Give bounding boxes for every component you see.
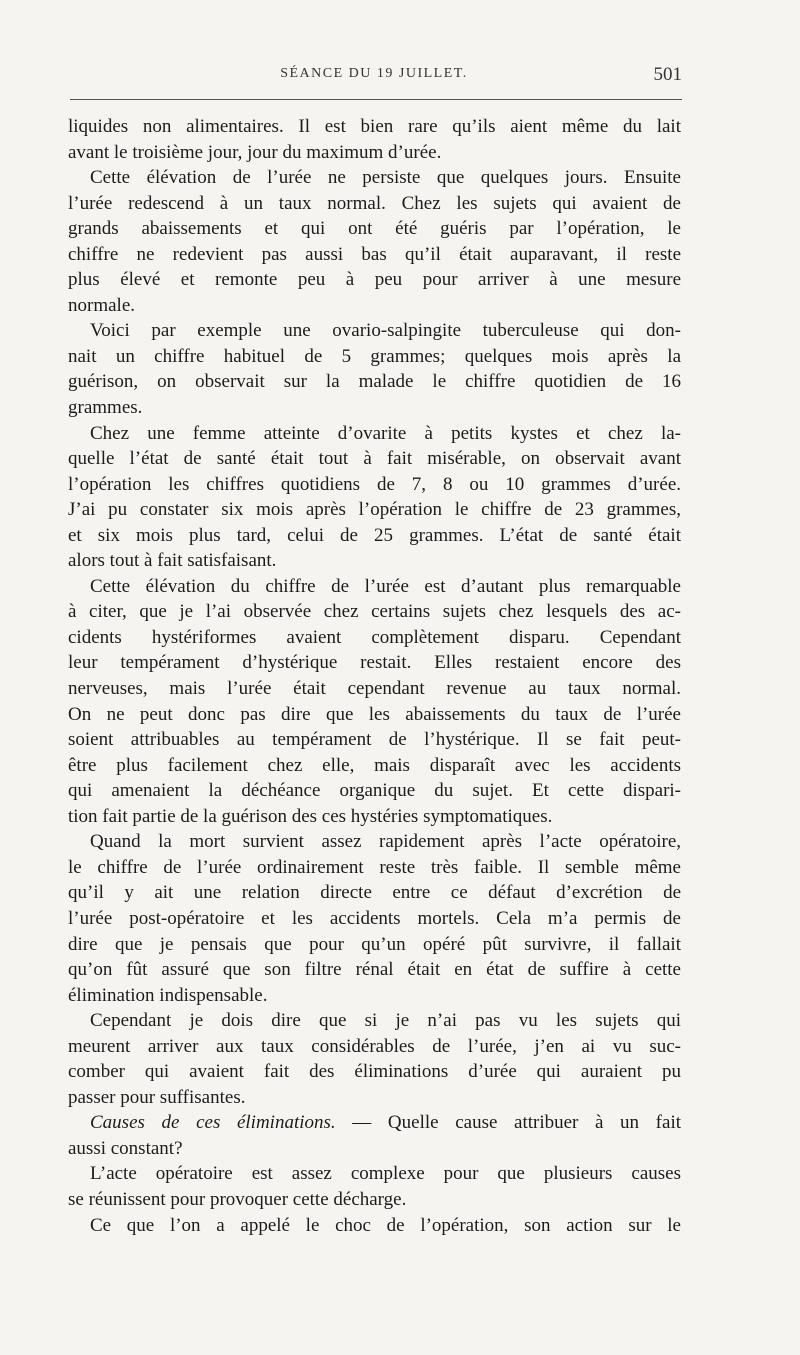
line-text: chiffre ne redevient pas aussi bas qu’il était auparavant, il reste bbox=[68, 243, 681, 265]
text-line bbox=[68, 1187, 681, 1213]
line-text: l’urée post-opératoire et les accidents mortels. Cela m’a permis de bbox=[68, 907, 681, 929]
text-line bbox=[68, 191, 681, 217]
text-line bbox=[68, 114, 681, 140]
text-line bbox=[68, 318, 681, 344]
line-text: Ce que l’on a appelé le choc de l’opération, son action sur le bbox=[90, 1214, 681, 1236]
line-text: plus élevé et remonte peu à peu pour arriver à une mesure bbox=[68, 269, 681, 291]
text-line bbox=[68, 932, 681, 958]
text-line bbox=[68, 1136, 681, 1162]
line-text: à citer, que je l’ai observée chez certains sujets chez lesquels des ac- bbox=[68, 601, 681, 623]
text-line bbox=[68, 1213, 681, 1239]
text-line bbox=[68, 446, 681, 472]
text-line bbox=[68, 855, 681, 881]
text-line bbox=[68, 727, 681, 753]
line-text: Cette élévation de l’urée ne persiste que quelques jours. Ensuite bbox=[90, 167, 681, 189]
line-text: On ne peut donc pas dire que les abaissements du taux de l’urée bbox=[68, 703, 681, 725]
line-text: Cette élévation du chiffre de l’urée est d’autant plus remarquable bbox=[90, 575, 681, 597]
text-line bbox=[68, 804, 681, 830]
text-line bbox=[68, 906, 681, 932]
line-text: liquides non alimentaires. Il est bien rare qu’ils aient même du lait bbox=[68, 116, 681, 137]
text-line bbox=[68, 165, 681, 191]
running-title: SÉANCE DU 19 JUILLET. bbox=[280, 66, 468, 81]
line-text: se réunissent pour provoquer cette décharge. bbox=[68, 1188, 407, 1210]
line-text: dire que je pensais que pour qu’un opéré pût survivre, il fallait bbox=[68, 933, 681, 955]
line-text: leur tempérament d’hystérique restait. Elles restaient encore des bbox=[68, 652, 681, 674]
text-line bbox=[68, 1059, 681, 1085]
line-text: être plus facilement chez elle, mais disparaît avec les accidents bbox=[68, 754, 681, 776]
running-head bbox=[66, 66, 682, 90]
text-line bbox=[68, 625, 681, 651]
line-text: quelle l’état de santé était tout à fait misérable, on observait avant bbox=[68, 448, 681, 470]
line-text: qui amenaient la déchéance organique du sujet. Et cette dispari- bbox=[68, 780, 681, 802]
line-text: passer pour suffisantes. bbox=[68, 1086, 246, 1108]
page-number: 501 bbox=[653, 64, 682, 85]
line-text: avant le troisième jour, jour du maximum d’urée. bbox=[68, 141, 442, 163]
text-line bbox=[68, 369, 681, 395]
line-text: normale. bbox=[68, 294, 136, 316]
text-line bbox=[68, 1034, 681, 1060]
text-line bbox=[68, 1161, 681, 1187]
header-rule bbox=[70, 99, 682, 100]
line-text: et six mois plus tard, celui de 25 grammes. L’état de santé était bbox=[68, 524, 681, 546]
text-line bbox=[68, 1110, 681, 1136]
line-text: L’acte opératoire est assez complexe pour que plusieurs causes bbox=[90, 1163, 681, 1185]
body-text bbox=[68, 114, 681, 1238]
text-line bbox=[68, 293, 681, 319]
line-text: J’ai pu constater six mois après l’opération le chiffre de 23 grammes, bbox=[68, 499, 681, 521]
text-line bbox=[68, 1085, 681, 1111]
line-text: guérison, on observait sur la malade le chiffre quotidien de 16 bbox=[68, 371, 681, 393]
text-line bbox=[68, 421, 681, 447]
text-line bbox=[68, 472, 681, 498]
line-text: Voici par exemple une ovario-salpingite tuberculeuse qui don- bbox=[90, 320, 681, 342]
text-line bbox=[68, 242, 681, 268]
text-line bbox=[68, 829, 681, 855]
line-text: nerveuses, mais l’urée était cependant revenue au taux normal. bbox=[68, 678, 681, 700]
line-text: l’urée redescend à un taux normal. Chez les sujets qui avaient de bbox=[68, 192, 681, 214]
text-line bbox=[68, 497, 681, 523]
text-line bbox=[68, 574, 681, 600]
line-text: Quand la mort survient assez rapidement après l’acte opératoire, bbox=[90, 831, 681, 853]
line-text: tion fait partie de la guérison des ces hystéries symptomatiques. bbox=[68, 805, 553, 827]
text-line bbox=[68, 983, 681, 1009]
line-text: qu’il y ait une relation directe entre ce défaut d’excrétion de bbox=[68, 882, 681, 904]
line-text: élimination indispensable. bbox=[68, 984, 268, 1006]
line-text: comber qui avaient fait des éliminations d’urée qui auraient pu bbox=[68, 1061, 681, 1083]
line-text: alors tout à fait satisfaisant. bbox=[68, 550, 277, 572]
text-line bbox=[68, 523, 681, 549]
line-text: cidents hystériformes avaient complètement disparu. Cependant bbox=[68, 626, 681, 648]
line-text: grammes. bbox=[68, 397, 143, 419]
text-line bbox=[68, 702, 681, 728]
text-line bbox=[68, 344, 681, 370]
section-heading: Causes de ces éliminations. bbox=[90, 1112, 336, 1134]
line-text: grands abaissements et qui ont été guéris par l’opération, le bbox=[68, 218, 681, 240]
line-text: le chiffre de l’urée ordinairement reste très faible. Il semble même bbox=[68, 856, 681, 878]
line-text: — Quelle cause attribuer à un fait bbox=[335, 1112, 682, 1134]
line-text: nait un chiffre habituel de 5 grammes; quelques mois après la bbox=[68, 345, 681, 367]
text-line bbox=[68, 267, 681, 293]
line-text: soient attribuables au tempérament de l’hystérique. Il se fait peut- bbox=[68, 729, 681, 751]
text-line bbox=[68, 548, 681, 574]
text-line bbox=[68, 676, 681, 702]
text-line bbox=[68, 599, 681, 625]
text-line bbox=[68, 778, 681, 804]
text-line bbox=[68, 216, 681, 242]
text-line bbox=[68, 753, 681, 779]
line-text: qu’on fût assuré que son filtre rénal était en état de suffire à cette bbox=[68, 959, 681, 981]
text-line bbox=[68, 1008, 681, 1034]
text-line bbox=[68, 650, 681, 676]
line-text: meurent arriver aux taux considérables de l’urée, j’en ai vu suc- bbox=[68, 1035, 681, 1057]
line-text: Cependant je dois dire que si je n’ai pas vu les sujets qui bbox=[90, 1010, 681, 1032]
line-text: aussi constant? bbox=[68, 1137, 183, 1159]
text-line bbox=[68, 140, 681, 166]
text-line bbox=[68, 395, 681, 421]
line-text: Chez une femme atteinte d’ovarite à petits kystes et chez la- bbox=[90, 422, 681, 444]
text-line bbox=[68, 957, 681, 983]
text-line bbox=[68, 880, 681, 906]
line-text: l’opération les chiffres quotidiens de 7, 8 ou 10 grammes d’urée. bbox=[68, 473, 681, 495]
